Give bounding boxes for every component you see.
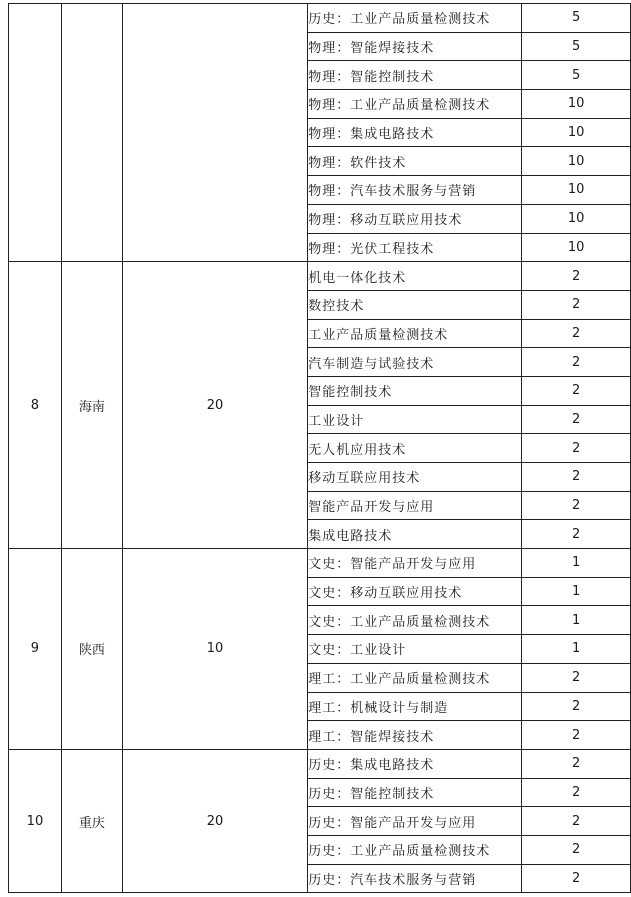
table-row [9,262,631,291]
plan-count-cell: 2 [522,749,631,778]
major-cell: 历史：工业产品质量检测技术 [308,4,522,33]
major-cell: 历史：集成电路技术 [308,749,522,778]
major-cell: 智能控制技术 [308,376,522,405]
plan-count-cell: 2 [522,262,631,291]
plan-count-cell: 10 [522,176,631,205]
province-cell: 陕西 [61,549,122,750]
major-cell: 文史：工业设计 [308,635,522,664]
plan-count-cell: 2 [522,348,631,377]
major-cell: 物理：移动互联应用技术 [308,204,522,233]
plan-count-cell: 10 [522,233,631,262]
major-cell: 历史：智能产品开发与应用 [308,807,522,836]
plan-count-cell: 2 [522,319,631,348]
plan-count-cell: 1 [522,635,631,664]
province-total-cell: 10 [122,549,308,750]
table-row [9,549,631,578]
major-cell: 文史：工业产品质量检测技术 [308,606,522,635]
major-cell: 物理：智能控制技术 [308,61,522,90]
plan-count-cell: 5 [522,4,631,33]
major-cell: 物理：光伏工程技术 [308,233,522,262]
plan-count-cell: 10 [522,204,631,233]
major-cell: 物理：工业产品质量检测技术 [308,90,522,119]
plan-count-cell: 2 [522,864,631,893]
major-cell: 物理：集成电路技术 [308,118,522,147]
major-cell: 理工：机械设计与制造 [308,692,522,721]
plan-count-cell: 2 [522,405,631,434]
plan-count-cell: 5 [522,61,631,90]
plan-count-cell: 1 [522,549,631,578]
group-number-cell [9,4,62,262]
group-number-cell: 8 [9,262,62,549]
table-row [9,749,631,778]
major-cell: 文史：移动互联应用技术 [308,577,522,606]
major-cell: 历史：智能控制技术 [308,778,522,807]
major-cell: 工业设计 [308,405,522,434]
major-cell: 机电一体化技术 [308,262,522,291]
plan-count-cell: 10 [522,118,631,147]
province-cell [61,4,122,262]
group-number-cell: 10 [9,749,62,892]
plan-count-cell: 2 [522,721,631,750]
plan-count-cell: 10 [522,90,631,119]
table-row [9,4,631,33]
major-cell: 无人机应用技术 [308,434,522,463]
major-cell: 汽车制造与试验技术 [308,348,522,377]
plan-count-cell: 2 [522,520,631,549]
plan-count-cell: 2 [522,290,631,319]
major-cell: 理工：智能焊接技术 [308,721,522,750]
province-cell: 重庆 [61,749,122,892]
plan-count-cell: 2 [522,663,631,692]
major-cell: 数控技术 [308,290,522,319]
province-total-cell: 20 [122,262,308,549]
plan-count-cell: 2 [522,463,631,492]
major-cell: 工业产品质量检测技术 [308,319,522,348]
enrollment-plan-table [8,3,631,893]
plan-count-cell: 2 [522,376,631,405]
plan-count-cell: 1 [522,606,631,635]
plan-count-cell: 2 [522,807,631,836]
plan-count-cell: 2 [522,692,631,721]
plan-count-cell: 1 [522,577,631,606]
major-cell: 物理：软件技术 [308,147,522,176]
plan-count-cell: 2 [522,835,631,864]
major-cell: 历史：汽车技术服务与营销 [308,864,522,893]
plan-count-cell: 5 [522,32,631,61]
major-cell: 集成电路技术 [308,520,522,549]
province-total-cell: 20 [122,749,308,892]
group-number-cell: 9 [9,549,62,750]
major-cell: 物理：智能焊接技术 [308,32,522,61]
plan-count-cell: 10 [522,147,631,176]
major-cell: 物理：汽车技术服务与营销 [308,176,522,205]
province-total-cell [122,4,308,262]
plan-count-cell: 2 [522,491,631,520]
major-cell: 文史：智能产品开发与应用 [308,549,522,578]
major-cell: 移动互联应用技术 [308,463,522,492]
major-cell: 历史：工业产品质量检测技术 [308,835,522,864]
plan-count-cell: 2 [522,778,631,807]
major-cell: 理工：工业产品质量检测技术 [308,663,522,692]
major-cell: 智能产品开发与应用 [308,491,522,520]
province-cell: 海南 [61,262,122,549]
plan-count-cell: 2 [522,434,631,463]
